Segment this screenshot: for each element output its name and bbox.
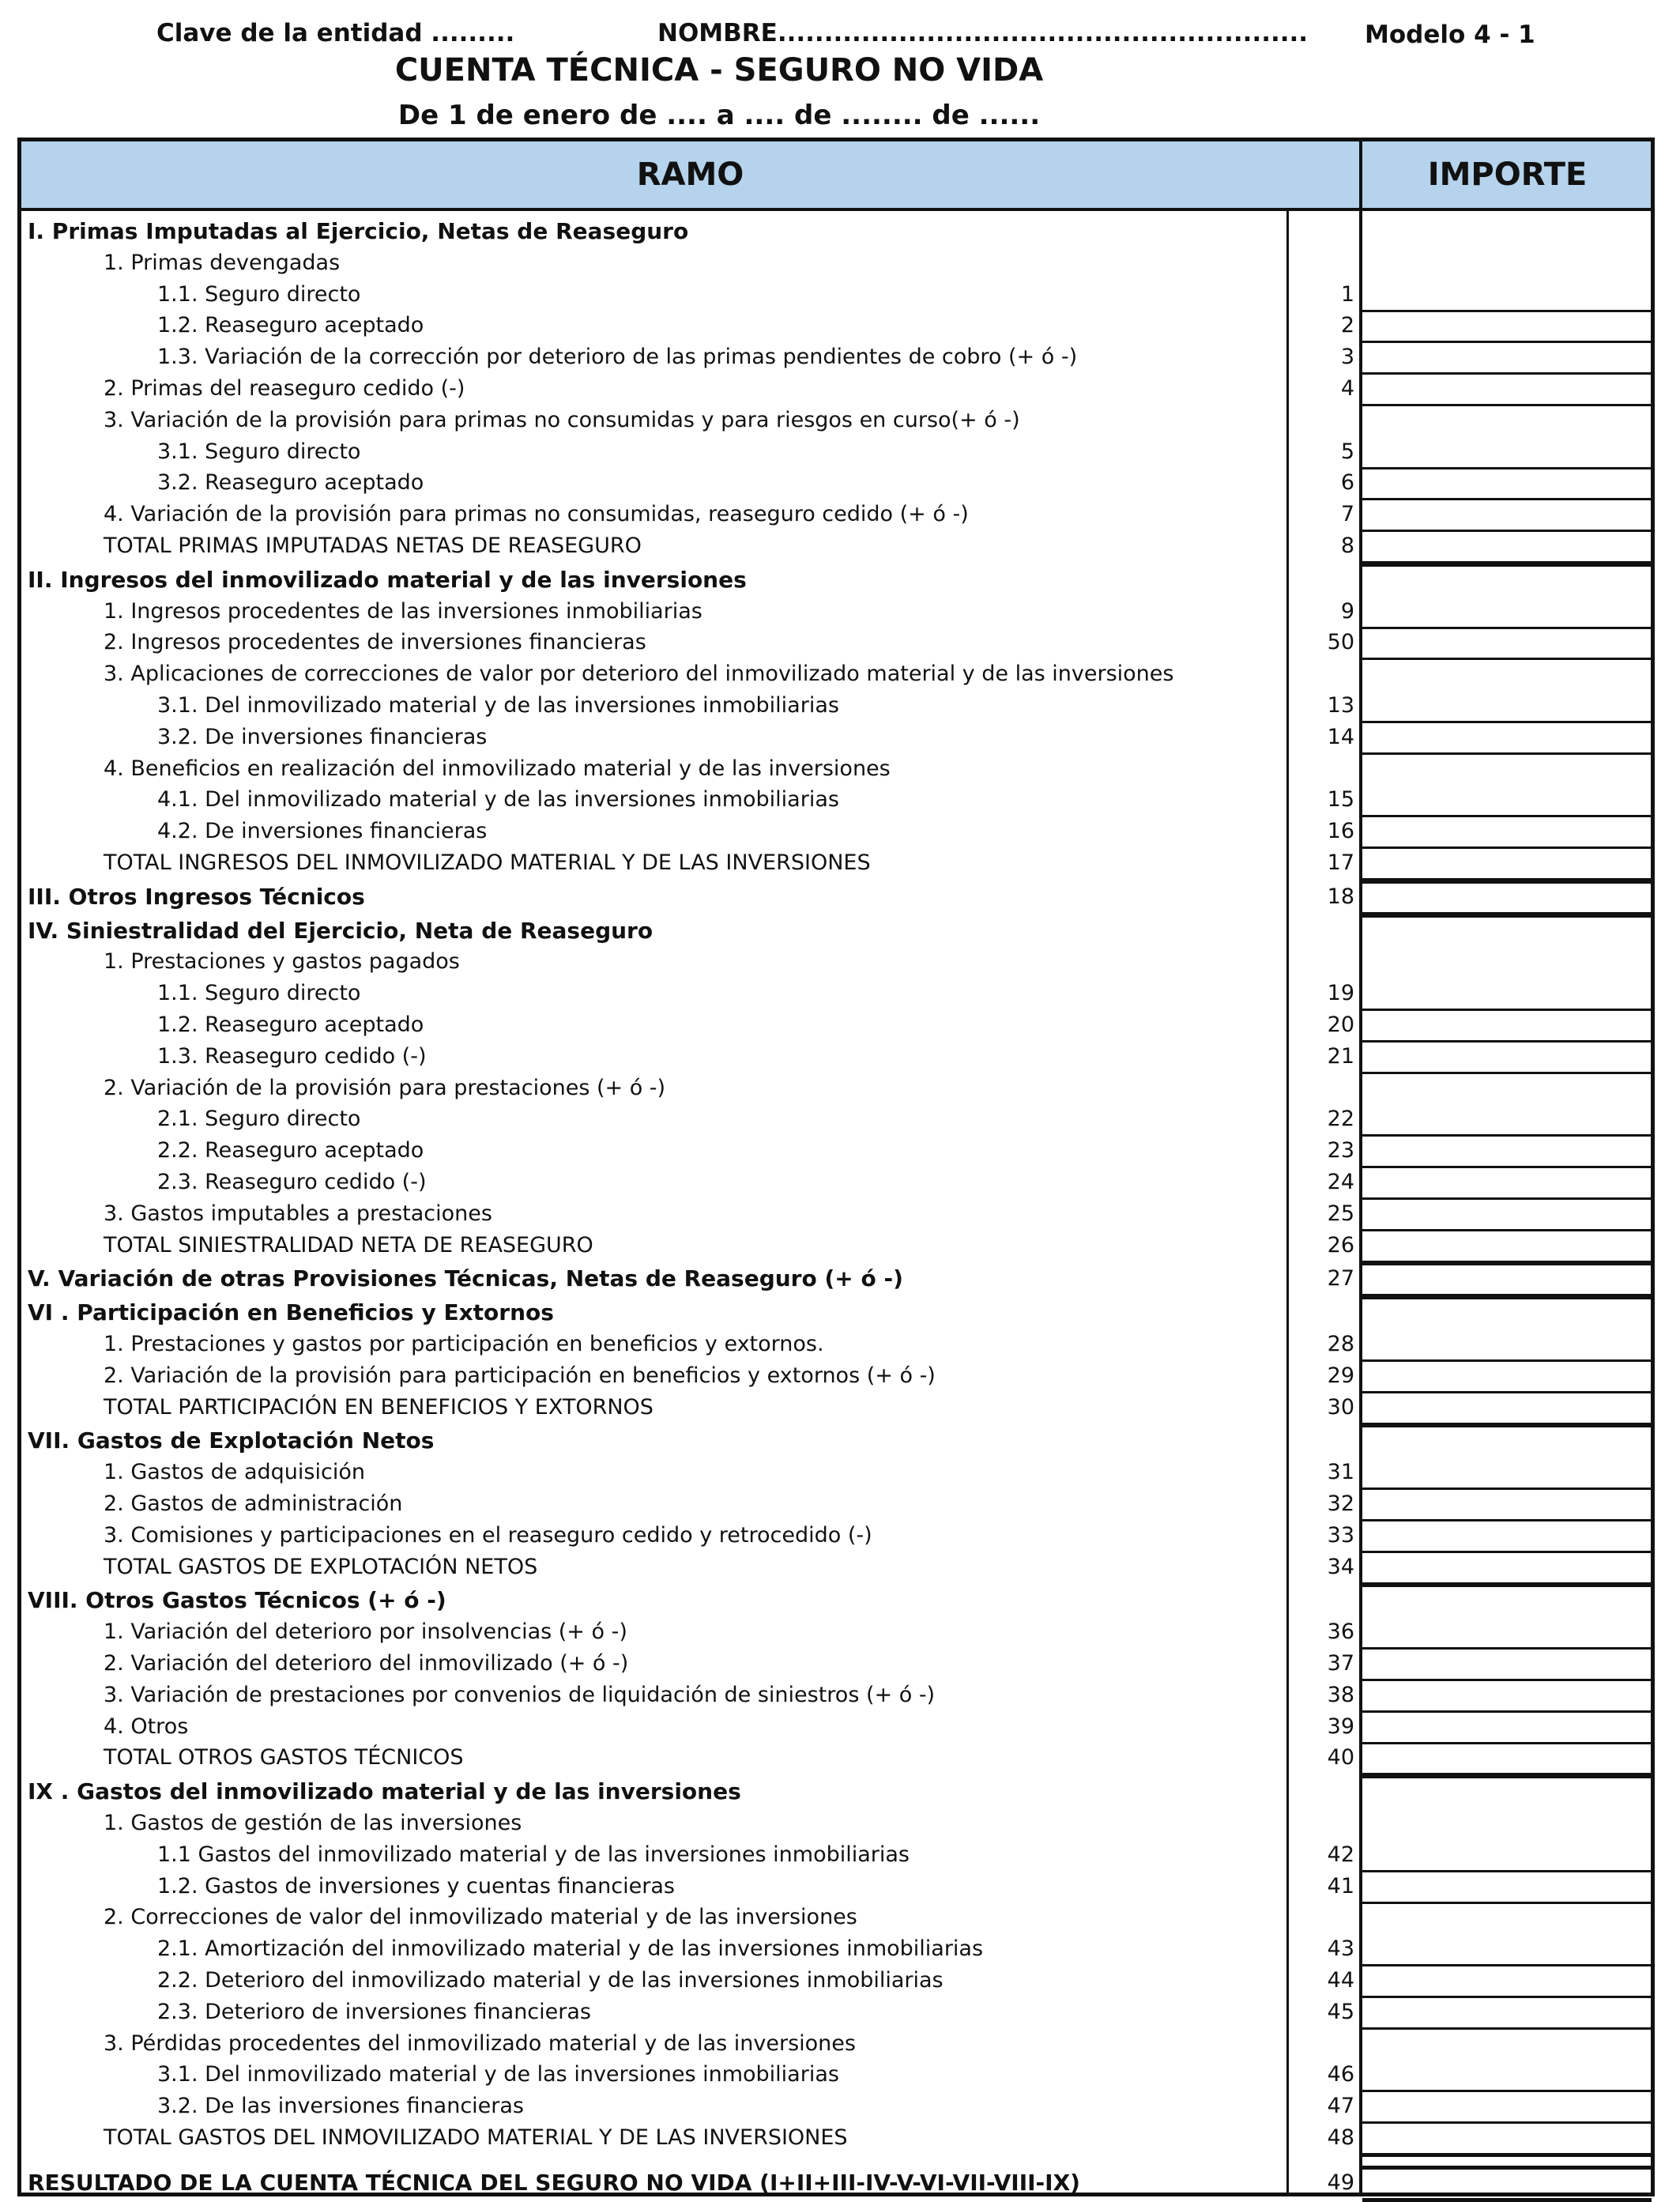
row-number: 47 [1327,2094,1354,2119]
row-label: 3.2. De inversiones financieras [157,724,488,749]
importe-cell-line [1362,404,1652,406]
importe-cell-line [1362,1710,1652,1713]
row-label: 1.1 Gastos del inmovilizado material y de las inversiones inmobiliarias [157,1842,910,1867]
table-row [21,564,1359,596]
table-row [21,658,1359,690]
row-number: 36 [1327,1619,1354,1645]
row-label: 1.2. Reaseguro aceptado [157,313,424,338]
row-number: 1 [1340,281,1354,307]
row-label: 2.3. Deterioro de inversiones financieras [157,1999,591,2024]
importe-cell-line [1362,1009,1652,1011]
table-row [21,1041,1359,1073]
table-row [21,1520,1359,1552]
row-label: 1. Gastos de gestión de las inversiones [104,1811,522,1835]
row-label: IX . Gastos del inmovilizado material y de las inversiones [28,1778,741,1805]
row-label: I. Primas Imputadas al Ejercicio, Netas de Reaseguro [28,218,689,244]
table-row [21,1073,1359,1104]
table-row [21,1329,1359,1360]
table-row [21,310,1359,341]
row-label: IV. Siniestralidad del Ejercicio, Neta de Reaseguro [28,917,654,944]
importe-cell-line [1362,2153,1652,2157]
table-row [21,436,1359,468]
row-number: 49 [1327,2170,1354,2195]
importe-cell-line [1362,1134,1652,1137]
row-number: 23 [1327,1138,1354,1163]
importe-cell-line [1362,627,1652,629]
section-top-line [1362,914,1652,918]
section-top-line [1362,1583,1652,1587]
model-label: Modelo 4 - 1 [1365,21,1535,49]
row-label: TOTAL SINIESTRALIDAD NETA DE REASEGURO [104,1232,593,1257]
table-row [21,216,1359,247]
row-label: TOTAL INGRESOS DEL INMOVILIZADO MATERIAL Y DE LAS INVERSIONES [104,850,871,875]
section-top-line [1362,1423,1652,1427]
row-label: 4. Variación de la provisión para primas no consumidas, reaseguro cedido (+ ó -) [104,502,969,527]
row-label: III. Otros Ingresos Técnicos [28,883,365,910]
table-row [21,467,1359,499]
importe-cell-line [1362,2027,1652,2030]
row-label: 4. Otros [104,1714,189,1739]
table-row [21,1360,1359,1392]
row-number: 15 [1327,787,1354,813]
row-label: 3. Aplicaciones de correcciones de valor por deterioro del inmovilizado material y de las inversiones [104,662,1174,687]
row-number: 31 [1327,1460,1354,1485]
table-row [21,1009,1359,1041]
row-label: TOTAL PARTICIPACIÓN EN BENEFICIOS Y EXTORNOS [104,1394,654,1420]
row-number: 32 [1327,1491,1354,1516]
table-row [21,279,1359,311]
row-number: 37 [1327,1651,1354,1676]
importe-cell-line [1362,1964,1652,1966]
row-label: 2.3. Reaseguro cedido (-) [157,1170,427,1194]
entity-name-label: NOMBRE......................................................... [657,19,1309,47]
table-row [21,784,1359,816]
table-row [21,1871,1359,1902]
importe-cell-line [1362,341,1652,343]
row-label: 2.2. Deterioro del inmovilizado material y de las inversiones inmobiliarias [157,1968,944,1993]
table-row [21,1742,1359,1774]
importe-cell-line [1362,498,1652,500]
row-number: 3 [1340,345,1354,370]
importe-cell-line [1362,530,1652,532]
row-number: 30 [1327,1394,1354,1420]
row-label: 1. Variación del deterioro por insolvencias (+ ó -) [104,1619,627,1645]
table-row [21,753,1359,785]
row-label: 2. Primas del reaseguro cedido (-) [104,376,465,401]
row-label: V. Variación de otras Provisiones Técnicas, Netas de Reaseguro (+ ó -) [28,1265,903,1292]
importe-cell-line [1362,1487,1652,1490]
table-row [21,1997,1359,2028]
period-subtitle: De 1 de enero de .... a .... de ........ de ...... [397,100,1041,131]
table-row [21,1839,1359,1871]
row-label: 1.2. Reaseguro aceptado [157,1012,424,1037]
row-number: 40 [1327,1745,1354,1770]
table-row [21,1902,1359,1933]
table-row [21,978,1359,1009]
table-row [21,690,1359,722]
row-label: 3. Variación de la provisión para primas no consumidas y para riesgos en curso(+ ó -) [104,407,1020,432]
row-number: 27 [1327,1266,1354,1291]
row-label: 1.2. Gastos de inversiones y cuentas financieras [157,1873,675,1898]
table-header [21,141,1651,211]
importe-cell-line [1362,1996,1652,1998]
row-number: 13 [1327,693,1354,718]
row-number: 22 [1327,1107,1354,1132]
importe-cell-line [1362,846,1652,849]
importe-cell-line [1362,1072,1652,1074]
row-label: 2. Gastos de administración [104,1491,403,1516]
row-label: II. Ingresos del inmovilizado material y de las inversiones [28,566,747,593]
row-number: 46 [1327,2062,1354,2087]
account-table [17,138,1655,2196]
table-row [21,1297,1359,1329]
table-row [21,1488,1359,1520]
row-label: 4.1. Del inmovilizado material y de las inversiones inmobiliarias [157,787,839,813]
row-number: 44 [1327,1968,1354,1993]
importe-cell-line [1362,1519,1652,1521]
row-label: 2.1. Seguro directo [157,1107,361,1132]
row-number: 24 [1327,1170,1354,1194]
row-label: TOTAL GASTOS DEL INMOVILIZADO MATERIAL Y DE LAS INVERSIONES [104,2125,848,2150]
row-label: 2. Variación de la provisión para participación en beneficios y extornos (+ ó -) [104,1363,936,1388]
row-number: 41 [1327,1873,1354,1898]
importe-cell-line [1362,1551,1652,1553]
table-row [21,946,1359,978]
entity-key-label: Clave de la entidad ......... [156,19,515,47]
row-number: 26 [1327,1232,1354,1257]
table-row [21,915,1359,947]
importe-cell-line [1362,752,1652,755]
table-row [21,1680,1359,1711]
section-top-line [1362,1261,1652,1265]
row-label: 2. Ingresos procedentes de inversiones financieras [104,630,646,655]
row-number: 7 [1340,502,1354,527]
table-row [21,2091,1359,2122]
row-number: 48 [1327,2125,1354,2150]
row-number: 33 [1327,1522,1354,1548]
row-label: 1. Primas devengadas [104,250,341,275]
table-row [21,530,1359,562]
table-row [21,1648,1359,1680]
table-row [21,1135,1359,1167]
importe-cell-line [1362,1229,1652,1231]
section-top-line [1362,563,1652,567]
table-row [21,881,1359,913]
row-number: 8 [1340,534,1354,558]
row-number: 18 [1327,884,1354,909]
row-label: 4.2. De inversiones financieras [157,819,488,844]
importe-cell-line [1362,1391,1652,1393]
row-label: TOTAL OTROS GASTOS TÉCNICOS [104,1745,464,1770]
section-top-line [1362,1774,1652,1778]
importe-cell-line [1362,1166,1652,1168]
table-row [21,341,1359,373]
table-row [21,1167,1359,1198]
table-row [21,373,1359,405]
row-label: 3. Comisiones y participaciones en el reaseguro cedido y retrocedido (-) [104,1522,872,1548]
row-label: 1.3. Reaseguro cedido (-) [157,1043,427,1069]
column-header-importe: IMPORTE [1427,156,1588,193]
row-number: 20 [1327,1012,1354,1037]
row-label: 2.1. Amortización del inmovilizado material y de las inversiones inmobiliarias [157,1936,984,1962]
section-top-line [1362,880,1652,884]
row-number: 39 [1327,1714,1354,1739]
table-row [21,1263,1359,1295]
importe-cell-line [1362,1040,1652,1043]
importe-cell-line [1362,2198,1652,2202]
importe-cell-line [1362,372,1652,375]
table-row [21,1808,1359,1839]
table-row [21,1616,1359,1648]
row-number: 42 [1327,1842,1354,1867]
table-row [21,247,1359,279]
table-row [21,1198,1359,1230]
row-label: 3.1. Seguro directo [157,439,361,464]
section-top-line [1362,1295,1652,1299]
row-number: 2 [1340,313,1354,338]
table-row [21,1103,1359,1135]
table-row [21,1230,1359,1261]
table-row [21,1965,1359,1997]
section-top-line [1362,2166,1652,2170]
row-label: 3.1. Del inmovilizado material y de las inversiones inmobiliarias [157,693,839,718]
row-label: 1. Gastos de adquisición [104,1460,365,1485]
row-label: 1.1. Seguro directo [157,281,361,307]
importe-cell-line [1362,1742,1652,1744]
table-row [21,1425,1359,1457]
row-label: 4. Beneficios en realización del inmovilizado material y de las inversiones [104,756,891,781]
table-row [21,2122,1359,2154]
row-label: TOTAL GASTOS DE EXPLOTACIÓN NETOS [104,1554,538,1579]
importe-cell-line [1362,1870,1652,1872]
row-label: 3. Pérdidas procedentes del inmovilizado material y de las inversiones [104,2030,856,2056]
table-row [21,1392,1359,1423]
importe-cell-line [1362,2121,1652,2124]
row-label: 3.2. Reaseguro aceptado [157,470,424,496]
table-row [21,596,1359,628]
table-row [21,499,1359,530]
row-label: 2.2. Reaseguro aceptado [157,1138,424,1163]
row-label: 2. Variación del deterioro del inmovilizado (+ ó -) [104,1651,629,1676]
row-number: 50 [1327,630,1354,655]
row-label: 1.3. Variación de la corrección por deterioro de las primas pendientes de cobro (+ ó -) [157,345,1078,370]
table-row [21,1933,1359,1965]
importe-cell-line [1362,658,1652,660]
row-number: 4 [1340,376,1354,401]
row-number: 9 [1340,598,1354,624]
row-label: VII. Gastos de Explotación Netos [28,1427,435,1454]
importe-cell-line [1362,1359,1652,1362]
row-number: 25 [1327,1201,1354,1226]
table-row [21,1457,1359,1488]
table-row [21,1552,1359,1583]
row-number: 38 [1327,1682,1354,1707]
row-label: 1.1. Seguro directo [157,981,361,1006]
row-label: 3.2. De las inversiones financieras [157,2094,524,2119]
row-label: 2. Variación de la provisión para prestaciones (+ ó -) [104,1075,666,1100]
row-number: 34 [1327,1554,1354,1579]
row-label: 3. Gastos imputables a prestaciones [104,1201,492,1226]
page-title: CUENTA TÉCNICA - SEGURO NO VIDA [394,52,1044,89]
row-label: 2. Correcciones de valor del inmovilizado material y de las inversiones [104,1905,857,1930]
importe-cell-line [1362,721,1652,723]
row-number: 29 [1327,1363,1354,1388]
row-number: 6 [1340,470,1354,496]
row-number: 14 [1327,724,1354,749]
row-number: 16 [1327,819,1354,844]
importe-cell-line [1362,1197,1652,1200]
row-label: 1. Ingresos procedentes de las inversiones inmobiliarias [104,598,703,624]
row-label: 3.1. Del inmovilizado material y de las inversiones inmobiliarias [157,2062,839,2087]
table-row [21,2028,1359,2060]
column-header-ramo: RAMO [636,156,744,193]
row-label: 1. Prestaciones y gastos pagados [104,949,460,975]
importe-cell-line [1362,1902,1652,1904]
row-number: 5 [1340,439,1354,464]
row-label: RESULTADO DE LA CUENTA TÉCNICA DEL SEGURO NO VIDA (I+II+III-IV-V-VI-VII-VIII-IX) [28,2169,1080,2196]
table-row [21,2059,1359,2091]
table-row [21,1585,1359,1616]
row-number: 28 [1327,1332,1354,1356]
table-row [21,1776,1359,1808]
table-row [21,405,1359,436]
importe-cell-line [1362,467,1652,469]
row-label: VI . Participación en Beneficios y Extornos [28,1299,554,1326]
table-row [21,722,1359,753]
row-number: 45 [1327,1999,1354,2024]
importe-cell-line [1362,815,1652,817]
row-label: 1. Prestaciones y gastos por participación en beneficios y extornos. [104,1332,824,1356]
row-number: 19 [1327,981,1354,1006]
row-number: 17 [1327,850,1354,875]
row-number: 21 [1327,1043,1354,1069]
row-number: 43 [1327,1936,1354,1962]
importe-cell-line [1362,2090,1652,2092]
table-row [21,627,1359,658]
table-row [21,847,1359,879]
row-label: 3. Variación de prestaciones por convenios de liquidación de siniestros (+ ó -) [104,1682,936,1707]
row-label: TOTAL PRIMAS IMPUTADAS NETAS DE REASEGURO [104,534,642,558]
table-row [21,1711,1359,1743]
row-label: VIII. Otros Gastos Técnicos (+ ó -) [28,1587,446,1614]
importe-cell-line [1362,310,1652,312]
table-row [21,816,1359,847]
importe-cell-line [1362,1647,1652,1650]
importe-cell-line [1362,1679,1652,1681]
